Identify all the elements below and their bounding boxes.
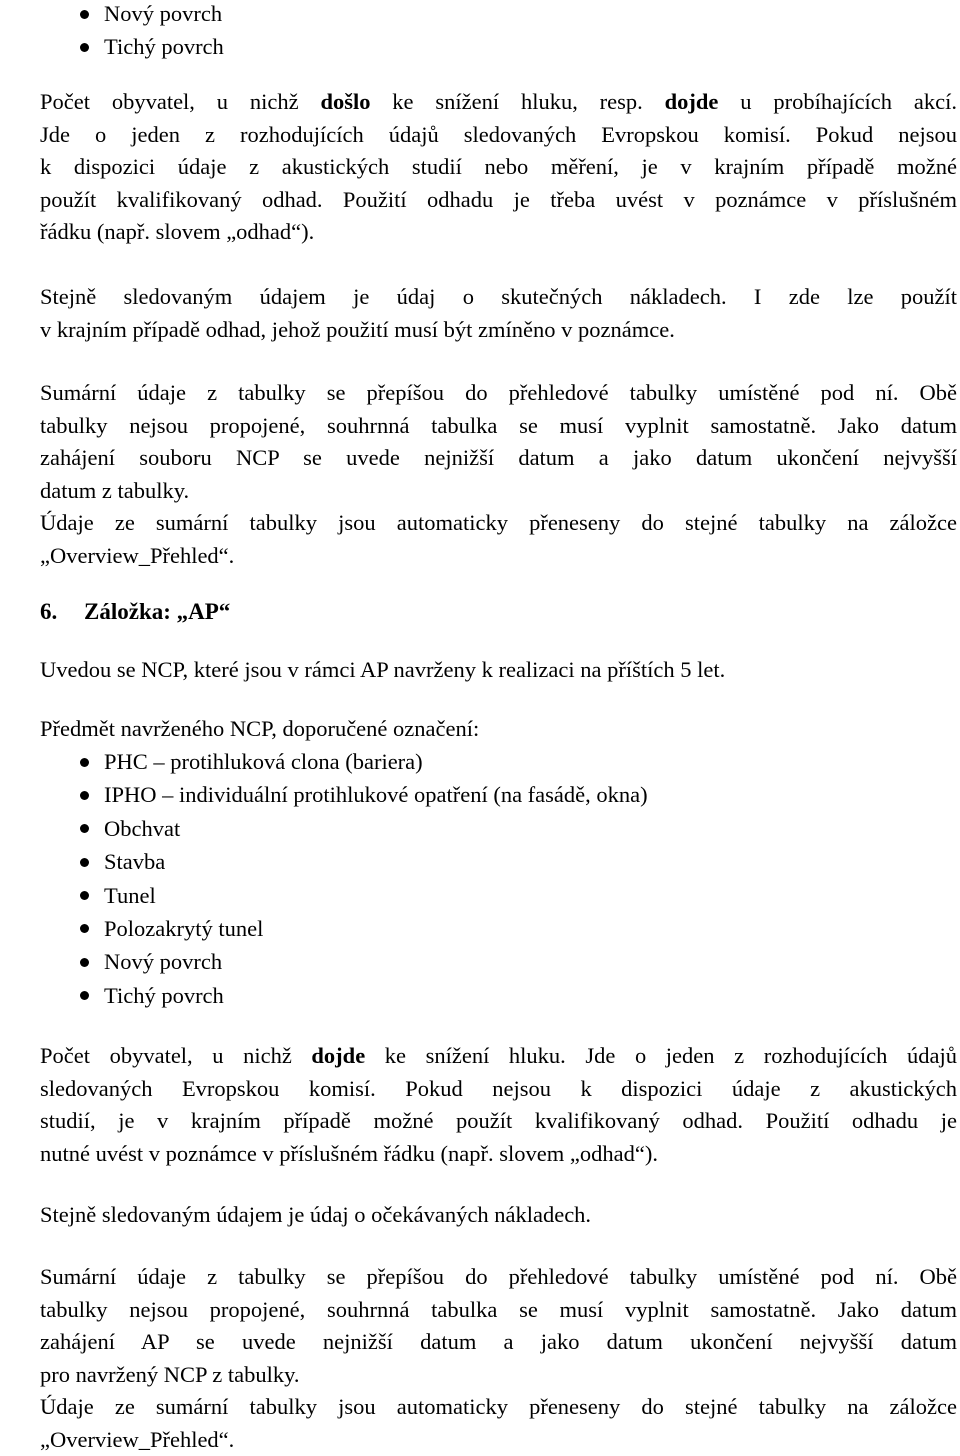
paragraph-population-affected [40,86,957,249]
list-item: Nový povrch [78,945,648,978]
paragraph-line: použít kvalifikovaný odhad. Použití odhadu je třeba uvést v poznámce v příslušném [40,184,957,217]
list-item: Stavba [78,845,648,878]
paragraph-line: „Overview_Přehled“. [40,540,957,573]
paragraph-line: řádku (např. slovem „odhad“). [40,216,957,249]
surface-list-top [78,0,224,64]
list-item: IPHO – individuální protihlukové opatření (na fasádě, okna) [78,778,648,811]
list-item: Nový povrch [78,0,224,30]
paragraph-line: Údaje ze sumární tabulky jsou automaticky přeneseny do stejné tabulky na záložce [40,1391,957,1424]
paragraph-ncp-subject: Předmět navrženého NCP, doporučené označení: [40,713,479,745]
bold-term: došlo [320,89,370,114]
section-title: Záložka: „AP“ [84,599,230,624]
paragraph-line: tabulky nejsou propojené, souhrnná tabulka se musí vyplnit samostatně. Jako datum [40,410,957,443]
paragraph-summary-table-ap [40,1261,957,1456]
list-item: Polozakrytý tunel [78,912,648,945]
list-item: Obchvat [78,812,648,845]
paragraph-line: pro navržený NCP z tabulky. [40,1359,957,1392]
paragraph-line: k dispozici údaje z akustických studií nebo měření, je v krajním případě možné [40,151,957,184]
paragraph-line: zahájení AP se uvede nejnižší datum a jako datum ukončení nejvyšší datum [40,1326,957,1359]
list-item: Tunel [78,879,648,912]
paragraph-line: tabulky nejsou propojené, souhrnná tabulka se musí vyplnit samostatně. Jako datum [40,1294,957,1327]
paragraph-line: datum z tabulky. [40,475,957,508]
bold-term: dojde [311,1043,365,1068]
list-item: PHC – protihluková clona (bariera) [78,745,648,778]
paragraph-line: Stejně sledovaným údajem je údaj o skutečných nákladech. I zde lze použít [40,281,957,314]
ncp-type-list [78,745,648,1012]
list-item: Tichý povrch [78,30,224,63]
paragraph-line: Jde o jeden z rozhodujících údajů sledovaných Evropskou komisí. Pokud nejsou [40,119,957,152]
paragraph-line: Počet obyvatel, u nichž došlo ke snížení hluku, resp. dojde u probíhajících akcí. [40,86,957,119]
paragraph-line: Sumární údaje z tabulky se přepíšou do přehledové tabulky umístěné pod ní. Obě [40,377,957,410]
paragraph-line: nutné uvést v poznámce v příslušném řádku (např. slovem „odhad“). [40,1138,957,1171]
paragraph-line: „Overview_Přehled“. [40,1424,957,1456]
paragraph-line: zahájení souboru NCP se uvede nejnižší datum a jako datum ukončení nejvyšší [40,442,957,475]
list-item: Tichý povrch [78,979,648,1012]
paragraph-line: Počet obyvatel, u nichž dojde ke snížení hluku. Jde o jeden z rozhodujících údajů [40,1040,957,1073]
paragraph-expected-costs: Stejně sledovaným údajem je údaj o očekávaných nákladech. [40,1199,591,1231]
bold-term: dojde [665,89,719,114]
paragraph-line: sledovaných Evropskou komisí. Pokud nejsou k dispozici údaje z akustických [40,1073,957,1106]
paragraph-line: Sumární údaje z tabulky se přepíšou do přehledové tabulky umístěné pod ní. Obě [40,1261,957,1294]
paragraph-ap-intro: Uvedou se NCP, které jsou v rámci AP navrženy k realizaci na příštích 5 let. [40,654,725,686]
paragraph-line: studií, je v krajním případě možné použít kvalifikovaný odhad. Použití odhadu je [40,1105,957,1138]
paragraph-line: Údaje ze sumární tabulky jsou automaticky přeneseny do stejné tabulky na záložce [40,507,957,540]
paragraph-population-expected [40,1040,957,1170]
paragraph-actual-costs [40,281,957,346]
section-heading [40,595,230,629]
section-number: 6. [40,595,84,629]
paragraph-line: v krajním případě odhad, jehož použití musí být zmíněno v poznámce. [40,314,957,347]
paragraph-summary-table [40,377,957,572]
